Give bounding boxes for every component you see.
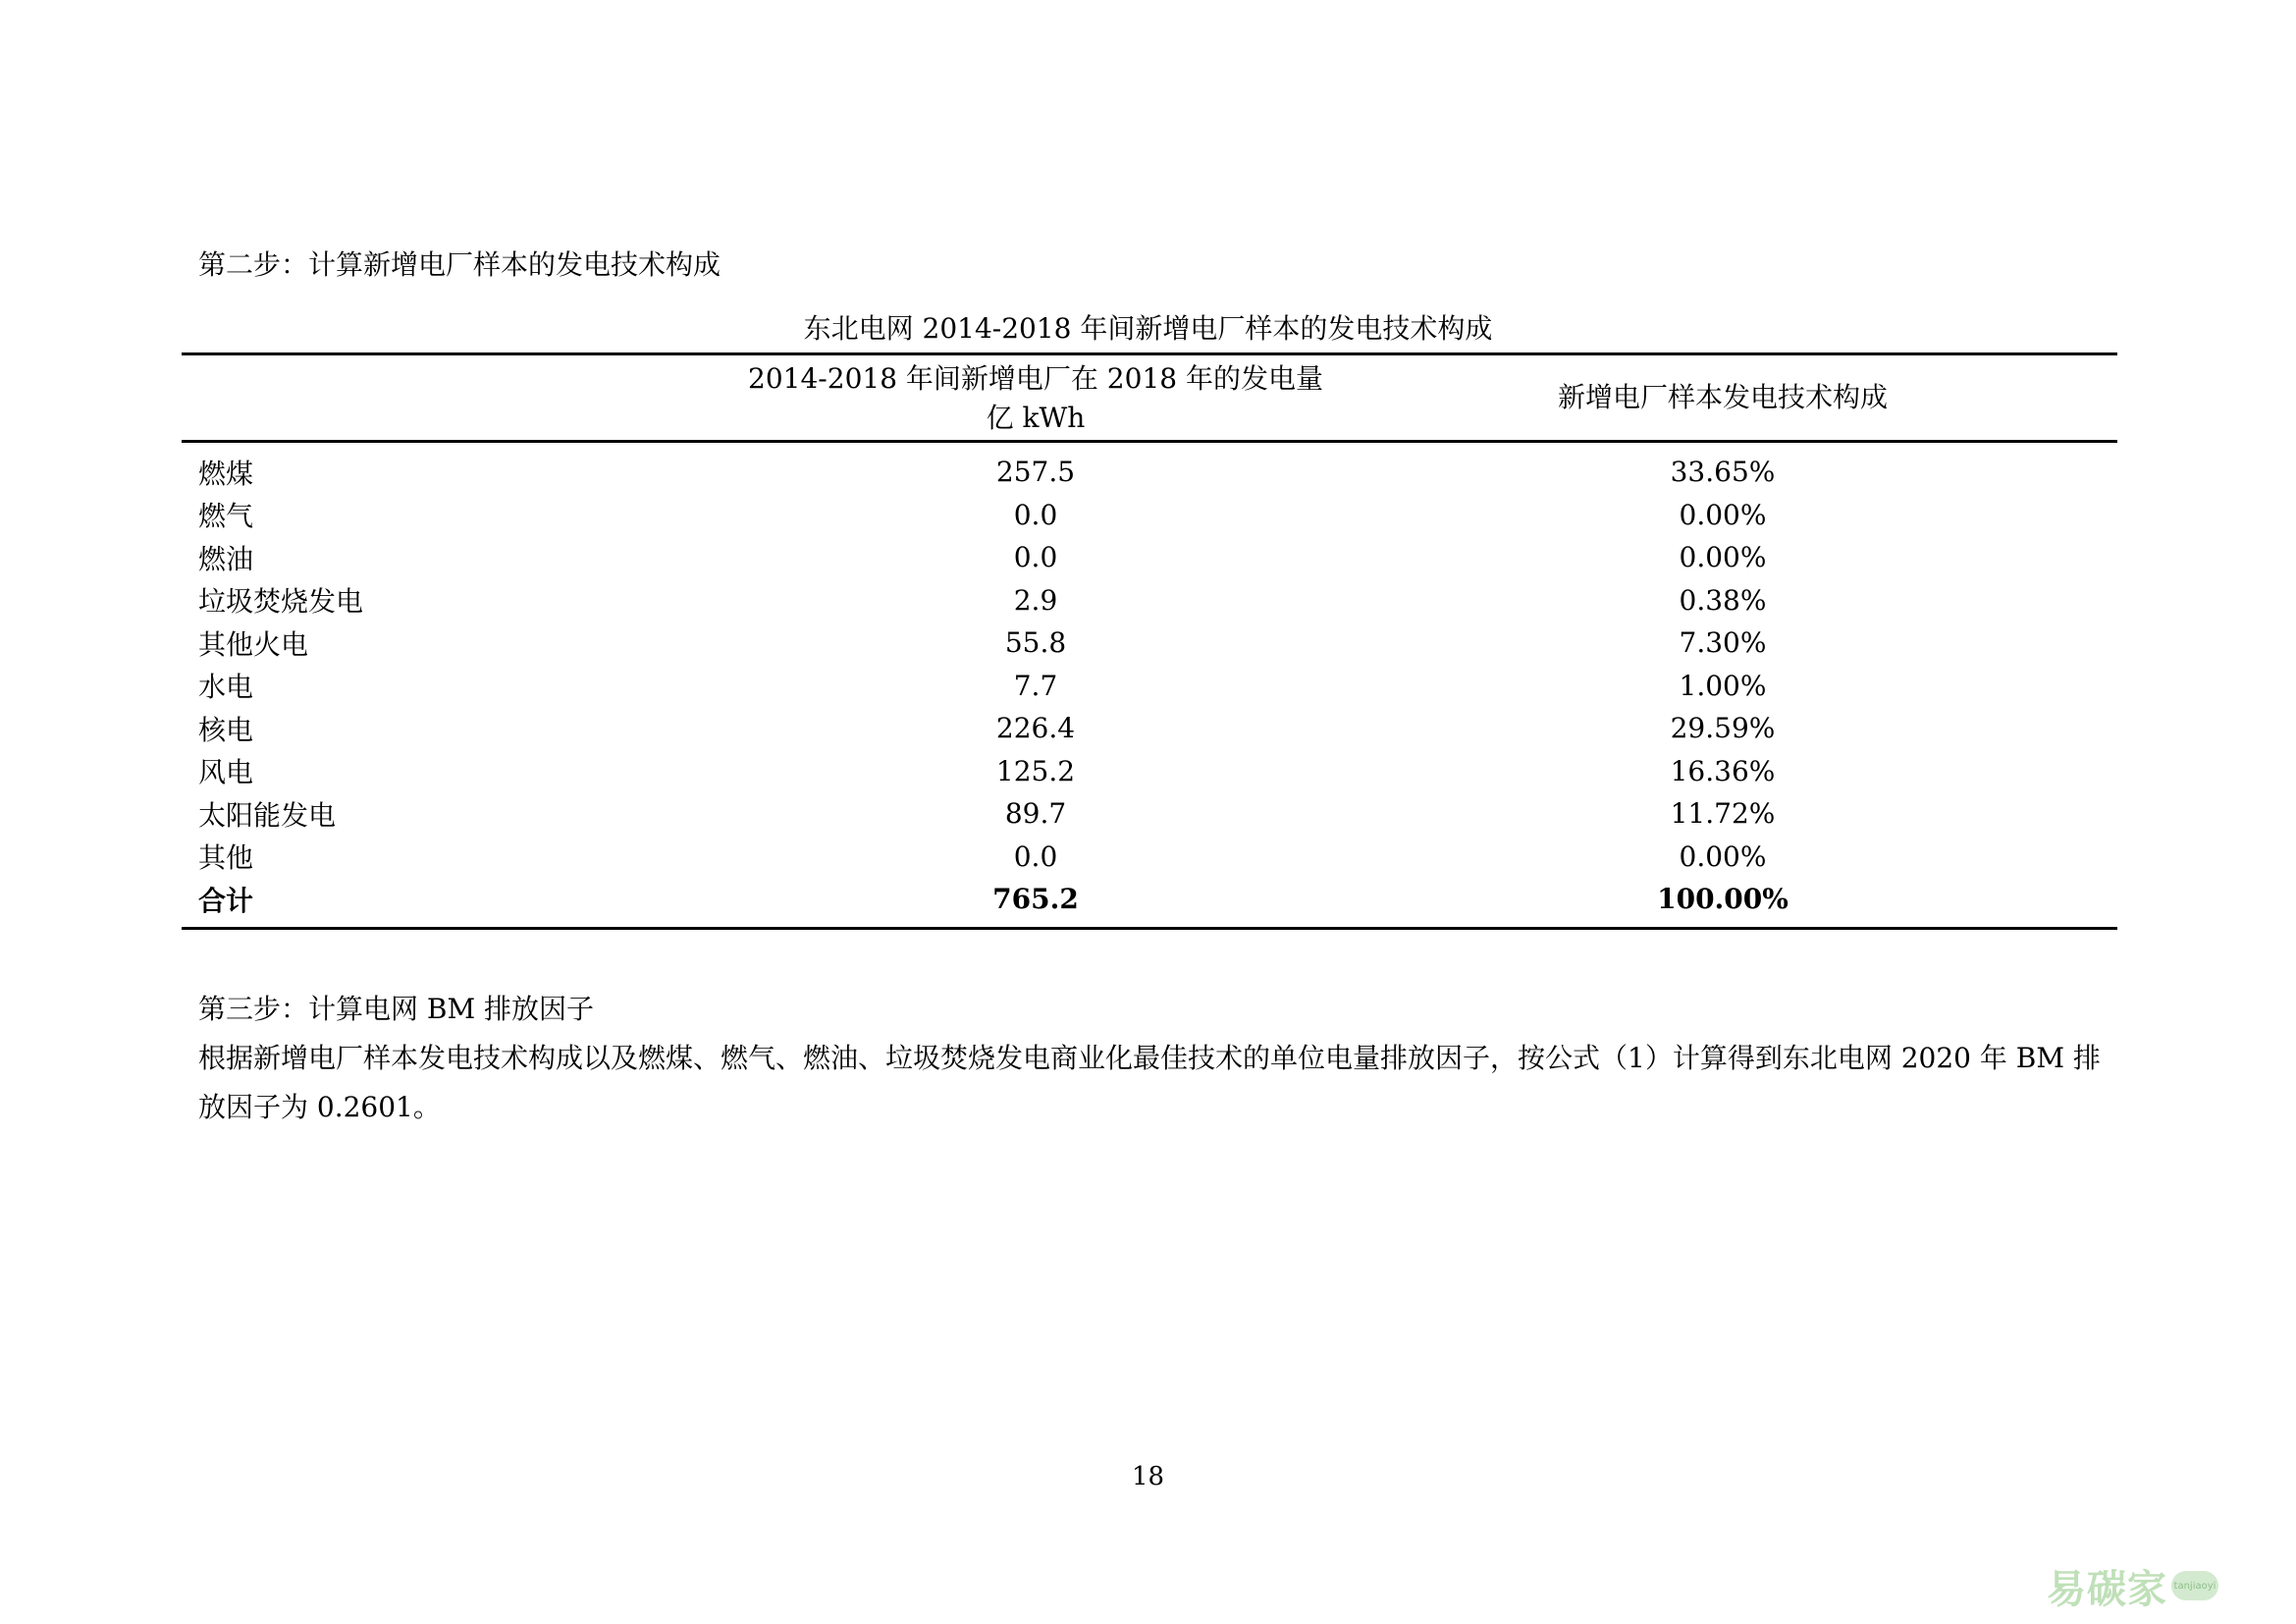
row-share-value: 7.30% — [1679, 626, 1767, 660]
row-share-value: 0.38% — [1679, 583, 1767, 617]
table-row-total — [182, 878, 2117, 921]
row-generation-value: 765.2 — [992, 883, 1079, 916]
row-generation-value: 7.7 — [1013, 669, 1058, 702]
column-header-generation-unit: 亿 kWh — [986, 402, 1086, 434]
row-generation-value: 2.9 — [1013, 583, 1058, 617]
row-generation-value: 0.0 — [1013, 541, 1058, 574]
row-share-value: 0.00% — [1679, 498, 1767, 531]
body-paragraph: 根据新增电厂样本发电技术构成以及燃煤、燃气、燃油、垃圾焚烧发电商业化最佳技术的单位电量排放因子，按公式（1）计算得到东北电网 2020 年 BM 排放因子为 0.2601。 — [198, 1042, 2101, 1123]
table-row-oil — [182, 536, 2117, 579]
row-label: 风电 — [198, 756, 254, 789]
column-header-generation-line1: 2014-2018 年间新增电厂在 2018 年的发电量 — [748, 362, 1323, 395]
row-label: 水电 — [198, 671, 254, 704]
row-share-value: 11.72% — [1670, 797, 1776, 831]
table-row-other — [182, 836, 2117, 879]
table-row-solar — [182, 792, 2117, 836]
step2-heading: 第二步：计算新增电厂样本的发电技术构成 — [198, 248, 721, 281]
row-generation-value: 89.7 — [1004, 797, 1067, 831]
row-generation-value: 226.4 — [995, 712, 1076, 745]
row-share-value: 100.00% — [1657, 883, 1789, 916]
table-row-other-thermal — [182, 622, 2117, 665]
table-row-gas — [182, 494, 2117, 537]
watermark-badge: tanjiaoyi — [2171, 1571, 2218, 1600]
row-label: 太阳能发电 — [198, 798, 337, 832]
watermark-text: 易碳家 — [2047, 1566, 2167, 1612]
table-header — [182, 355, 2117, 443]
row-generation-value: 55.8 — [1004, 626, 1067, 660]
row-share-value: 0.00% — [1679, 839, 1767, 873]
row-share-value: 29.59% — [1670, 712, 1776, 745]
row-label: 燃油 — [198, 542, 254, 575]
row-generation-value: 0.0 — [1013, 498, 1058, 531]
row-label: 其他火电 — [198, 627, 309, 661]
row-label: 燃气 — [198, 500, 254, 533]
page-number: 18 — [1131, 1462, 1165, 1491]
table-row-hydro — [182, 665, 2117, 708]
row-generation-value: 0.0 — [1013, 839, 1058, 873]
table-row-coal — [182, 451, 2117, 494]
row-label: 垃圾焚烧发电 — [198, 585, 364, 619]
row-label: 合计 — [198, 884, 254, 917]
table-row-waste — [182, 579, 2117, 623]
column-header-generation — [741, 359, 1330, 438]
table-row-nuclear — [182, 707, 2117, 750]
table-row-wind — [182, 750, 2117, 793]
row-share-value: 1.00% — [1679, 669, 1767, 702]
table-body — [182, 443, 2117, 927]
row-label: 其他 — [198, 841, 254, 875]
row-generation-value: 125.2 — [995, 754, 1076, 787]
row-share-value: 0.00% — [1679, 541, 1767, 574]
row-label: 核电 — [198, 713, 254, 746]
column-header-share: 新增电厂样本发电技术构成 — [1557, 381, 1888, 413]
row-share-value: 33.65% — [1670, 456, 1776, 489]
generation-mix-table — [182, 352, 2117, 930]
row-share-value: 16.36% — [1670, 754, 1776, 787]
step3-heading: 第三步：计算电网 BM 排放因子 — [198, 993, 595, 1025]
row-label: 燃煤 — [198, 457, 254, 490]
row-generation-value: 257.5 — [995, 456, 1076, 489]
table-title: 东北电网 2014-2018 年间新增电厂样本的发电技术构成 — [803, 312, 1493, 345]
watermark-logo — [2047, 1563, 2218, 1612]
